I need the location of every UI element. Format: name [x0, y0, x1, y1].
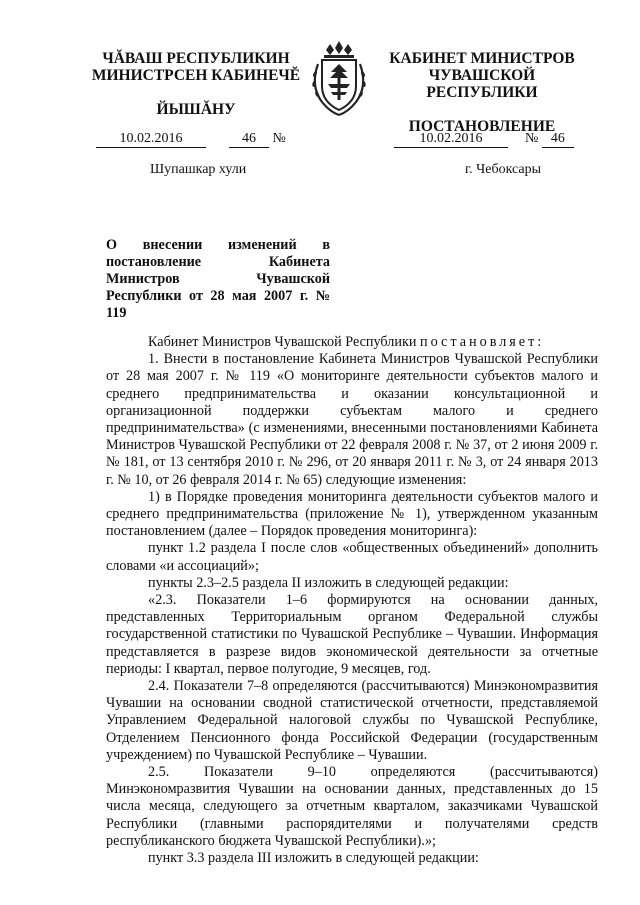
- number-line-right: [394, 131, 574, 147]
- date-field-left: 10.02.2016: [96, 131, 206, 148]
- date-field-right: 10.02.2016: [394, 131, 508, 148]
- header-right-line2: ЧУВАШСКОЙ РЕСПУБЛИКИ: [426, 67, 538, 101]
- place-right: г. Чебоксары: [465, 162, 542, 177]
- body-paragraph: 2.5. Показатели 9–10 определяются (рассчитываются) Минэкономразвития Чувашии на основании данных, представленных до 15 числа месяца, следующего за отчетным кварталом, заказчиками Чувашской Республики (главными распорядителями и получателями средств республиканского бюджета Чувашской Республики).»;: [106, 764, 598, 849]
- body-paragraph: пункты 2.3–2.5 раздела II изложить в следующей редакции:: [148, 574, 509, 591]
- header-left-line2: МИНИСТРСЕН КАБИНЕЧĔ: [91, 67, 301, 84]
- place-left: Шупашкар хули: [150, 162, 247, 177]
- body-paragraph: 1. Внести в постановление Кабинета Министров Чувашской Республики от 28 мая 2007 г. № 119 «О мониторинге деятельности субъектов малого и среднего предпринимательства и оказании консультационной и организационной поддержки субъектам малого и среднего предпринимательства» (с изменениями, внесенными постановлениями Кабинета Министров Чувашской Республики от 22 февраля 2008 г. № 37, от 2 июня 2009 г. № 181, от 13 сентября 2010 г. № 296, от 20 января 2011 г. № 3, от 24 января 2013 г. № 10, от 26 февраля 2014 г. № 65) следующие изменения:: [106, 351, 598, 488]
- body-paragraph: пункт 3.3 раздела III изложить в следующей редакции:: [148, 850, 479, 867]
- number-field-left: 46: [229, 131, 269, 148]
- number-line-left: [96, 131, 286, 147]
- header-left-line1: ЧĂВАШ РЕСПУБЛИКИН: [102, 50, 290, 67]
- body-paragraph: 1) в Порядке проведения мониторинга деятельности субъектов малого и среднего предпринимательства (приложение № 1), утвержденном указанным постановлением (далее – Порядок проведения мониторинга):: [106, 488, 598, 540]
- body-paragraph: «2.3. Показатели 1–6 формируются на основании данных, представленных Территориальным органом Федеральной службы государственной статистики по Чувашской Республике – Чувашии. Информация представляется в разрезе видов экономической деятельности за отчетные периоды: I квартал, первое полугодие, 9 месяцев, год.: [106, 592, 598, 677]
- header-left-chuvash: [88, 50, 304, 118]
- intro-prefix: Кабинет Министров Чувашской Республики: [148, 334, 417, 350]
- intro-paragraph: [106, 334, 598, 351]
- header-left-doc-type: ЙЫШĂНУ: [156, 101, 236, 118]
- number-sign-right: №: [525, 131, 539, 146]
- chuvash-coat-of-arms-icon: [304, 40, 374, 120]
- body-paragraph: 2.4. Показатели 7–8 определяются (рассчитываются) Минэкономразвития Чувашии на основании сводной статистической отчетности, представляемой Управлением Федеральной налоговой службы по Чувашской Республике, Отделением Пенсионного фонда Российской Федерации (государственным учреждением) по Чувашской Республике – Чувашии.: [106, 678, 598, 763]
- intro-verb: постановляет:: [420, 334, 545, 350]
- number-sign-left: №: [272, 131, 286, 146]
- document-body: [106, 334, 598, 867]
- number-field-right: 46: [542, 131, 574, 148]
- header-right-doc-type: ПОСТАНОВЛЕНИЕ: [408, 118, 556, 135]
- body-paragraph: пункт 1.2 раздела I после слов «общественных объединений» дополнить словами «и ассоциаций»;: [106, 540, 598, 574]
- header-right-line1: КАБИНЕТ МИНИСТРОВ: [389, 50, 575, 67]
- document-title: О внесении изменений в постановление Кабинета Министров Чувашской Республики от 28 мая 2007 г. № 119: [106, 237, 330, 321]
- header-right-russian: [374, 50, 590, 135]
